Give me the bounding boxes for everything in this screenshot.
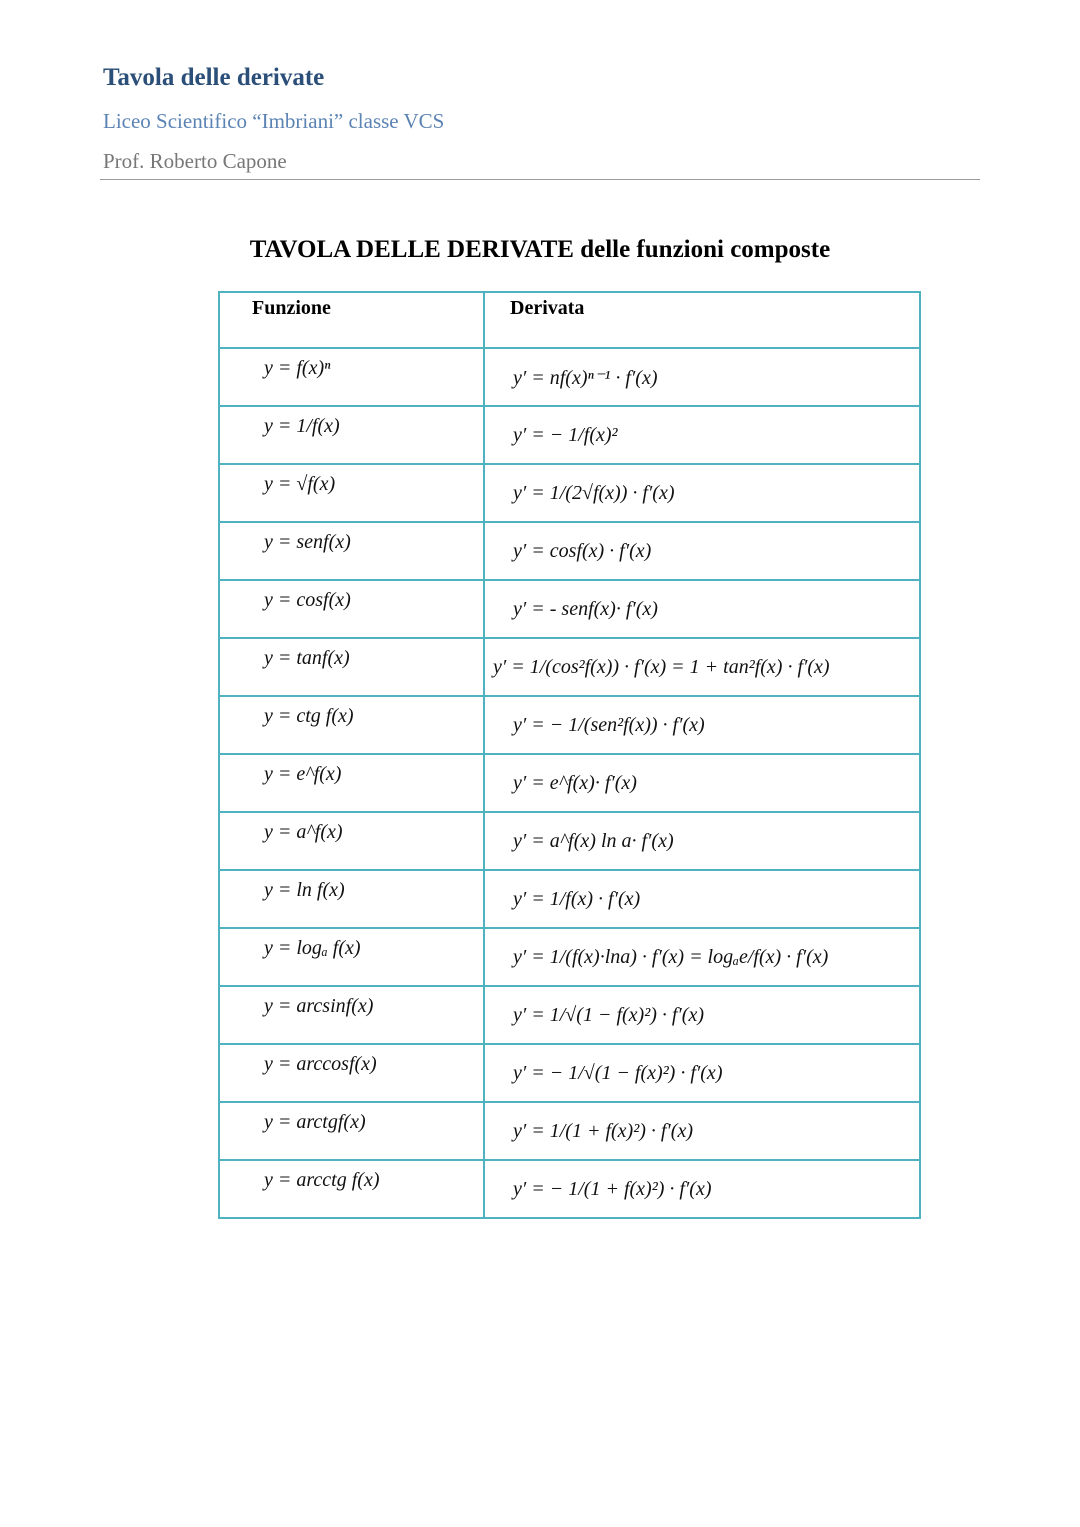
derivative-cell: y′ = 1/f(x) · f′(x): [484, 870, 920, 928]
function-cell: y = a^f(x): [219, 812, 484, 870]
doc-subtitle: Liceo Scientifico “Imbriani” classe VCS: [103, 109, 445, 133]
table-row: [219, 348, 920, 406]
function-cell: y = cosf(x): [219, 580, 484, 638]
table-row: [219, 406, 920, 464]
derivative-cell: y′ = 1/(cos²f(x)) · f′(x) = 1 + tan²f(x) · f′(x): [484, 638, 920, 696]
derivative-cell: y′ = e^f(x)· f′(x): [484, 754, 920, 812]
doc-author: Prof. Roberto Capone: [103, 149, 287, 173]
function-cell: y = ln f(x): [219, 870, 484, 928]
table-row: [219, 1044, 920, 1102]
table-title: TAVOLA DELLE DERIVATE delle funzioni composte: [249, 236, 831, 263]
function-cell: y = arcctg f(x): [219, 1160, 484, 1218]
table-row: [219, 696, 920, 754]
function-cell: y = f(x)ⁿ: [219, 348, 484, 406]
derivative-cell: y′ = − 1/√(1 − f(x)²) · f′(x): [484, 1044, 920, 1102]
table-row: [219, 928, 920, 986]
function-cell: y = arccosf(x): [219, 1044, 484, 1102]
table-row: [219, 1160, 920, 1218]
function-cell: y = logₐ f(x): [219, 928, 484, 986]
column-header-function: Funzione: [219, 292, 484, 348]
function-cell: y = arcsinf(x): [219, 986, 484, 1044]
derivative-cell: y′ = − 1/(1 + f(x)²) · f′(x): [484, 1160, 920, 1218]
derivative-cell: y′ = 1/(2√f(x)) · f′(x): [484, 464, 920, 522]
derivatives-table: [218, 291, 921, 1219]
table-row: [219, 580, 920, 638]
table-row: [219, 1102, 920, 1160]
table-row: [219, 812, 920, 870]
table-row: [219, 638, 920, 696]
table-row: [219, 754, 920, 812]
derivative-cell: y′ = 1/√(1 − f(x)²) · f′(x): [484, 986, 920, 1044]
derivative-cell: y′ = − 1/(sen²f(x)) · f′(x): [484, 696, 920, 754]
table-row: [219, 870, 920, 928]
function-cell: y = √f(x): [219, 464, 484, 522]
function-cell: y = tanf(x): [219, 638, 484, 696]
column-header-derivative: Derivata: [484, 292, 920, 348]
table-row: [219, 464, 920, 522]
function-cell: y = 1/f(x): [219, 406, 484, 464]
doc-title: Tavola delle derivate: [103, 64, 325, 91]
derivative-cell: y′ = − 1/f(x)²: [484, 406, 920, 464]
table-row: [219, 986, 920, 1044]
table-row: [219, 522, 920, 580]
header-rule: [100, 179, 980, 180]
derivative-cell: y′ = 1/(1 + f(x)²) · f′(x): [484, 1102, 920, 1160]
function-cell: y = arctgf(x): [219, 1102, 484, 1160]
derivative-cell: y′ = 1/(f(x)·lna) · f′(x) = logₐe/f(x) · f′(x): [484, 928, 920, 986]
derivative-cell: y′ = cosf(x) · f′(x): [484, 522, 920, 580]
derivative-cell: y′ = - senf(x)· f′(x): [484, 580, 920, 638]
function-cell: y = senf(x): [219, 522, 484, 580]
function-cell: y = ctg f(x): [219, 696, 484, 754]
derivative-cell: y′ = a^f(x) ln a· f′(x): [484, 812, 920, 870]
table-header-row: [219, 292, 920, 348]
derivative-cell: y′ = nf(x)ⁿ⁻¹ · f′(x): [484, 348, 920, 406]
function-cell: y = e^f(x): [219, 754, 484, 812]
